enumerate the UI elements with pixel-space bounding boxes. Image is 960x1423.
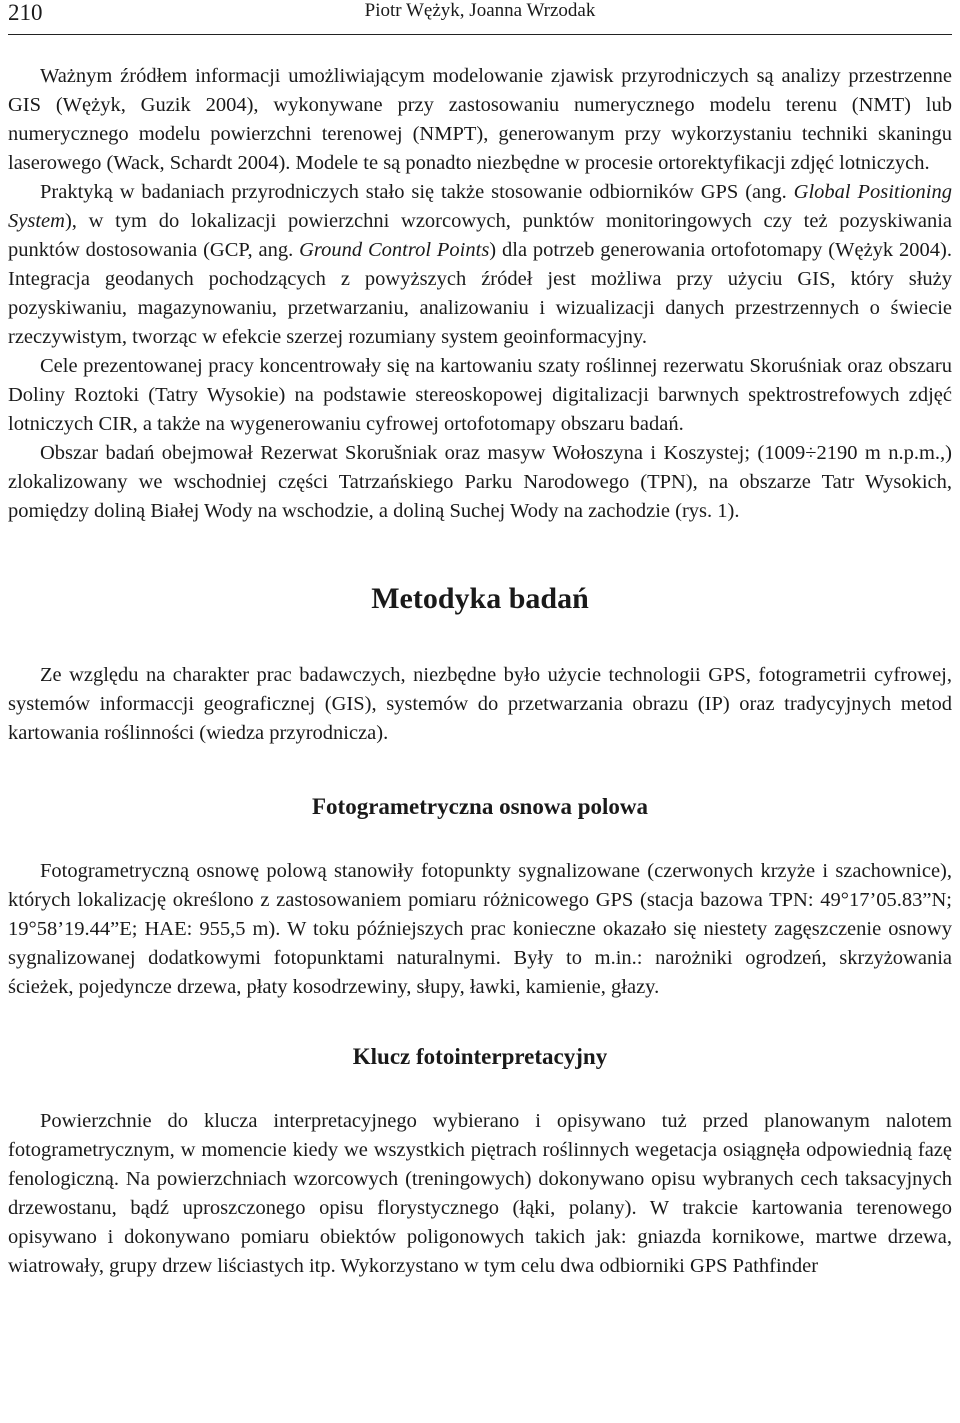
paragraph: Powierzchnie do klucza interpretacyjnego wybierano i opisywano tuż przed planowanym nalotem fotogrametrycznym, w momencie kiedy we wszystkich piętrach roślinnych wegetacja osiągnęła odpowiednią fazę fenologiczną. Na powierzchniach wzorcowych (treningowych) dokonywano opisu wybranych cech taksacyjnych drzewostanu, bądź uproszczonego opisu florystycznego (łąki, polany). W trakcie kartowania terenowego opisywano i dokonywano pomiaru obiektów poligonowych takich jak: gniazda kornikowe, martwe drzewa, wiatrowały, grupy drzew liściastych itp. Wykorzystano w tym celu dwa odbiorniki GPS Pathfinder [8,1110,952,1277]
paragraph: Ze względu na charakter prac badawczych, niezbędne było użycie technologii GPS, fotogrametrii cyfrowej, systemów informaccji geograficznej (GIS), systemów do przetwarzania obrazu (IP) oraz tradycyjnych metod kartowania roślinności (wiedza przyrodnicza). [8,664,952,744]
subsection-heading: Fotogrametryczna osnowa polowa [311,794,648,819]
subsection-heading: Klucz fotointerpretacyjny [352,1044,608,1069]
text-run: ) dla potrzeb generowania ortofotomapy (Wężyk 2004). Integracja geodanych pochodzących z powyższych źródeł jest możliwa przy użyciu GIS, który służy pozyskiwaniu, magazynowaniu, przetwarzaniu, analizowaniu i wizualizacji danych przestrzennych o świecie rzeczywistym, tworząc w efekcie szerzej rozumiany system geoinformacyjny. [8,239,952,348]
section-heading: Metodyka badań [371,582,589,615]
term-italic: Global Positioning System [8,181,952,232]
page-header [8,0,952,30]
paragraph: Obszar badań obejmował Rezerwat Skorušniak oraz masyw Wołoszyna i Koszystej; (1009÷2190 m n.p.m.,) zlokalizowany we wschodniej części Tatrzańskiego Parku Narodowego (TPN), na obszarze Tatr Wysokich, pomiędzy doliną Białej Wody na wschodzie, a doliną Suchej Wody na zachodzie (rys. 1). [8,442,952,522]
page-body [8,62,952,1281]
running-title: Piotr Wężyk, Joanna Wrzodak [364,0,596,21]
header-rule [8,34,952,35]
text-run: Praktyką w badaniach przyrodniczych stało się także stosowanie odbiorników GPS (ang. [40,181,794,203]
paragraph [8,178,952,352]
paragraph: Ważnym źródłem informacji umożliwiającym modelowanie zjawisk przyrodniczych są analizy przestrzenne GIS (Wężyk, Guzik 2004), wykonywane przy zastosowaniu numerycznego modelu terenu (NMT) lub numerycznego modelu powierzchni terenowej (NMPT), generowanym przy wykorzystaniu techniki skaningu laserowego (Wack, Schardt 2004). Modele te są ponadto niezbędne w procesie ortorektyfikacji zdjęć lotniczych. [8,65,952,174]
page-number: 210 [8,0,43,25]
text-run: ), w tym do lokalizacji powierzchni wzorcowych, punktów monitoringowych czy też pozyskiwania punktów dostosowania (GCP, ang. [8,210,952,261]
paragraph: Cele prezentowanej pracy koncentrowały się na kartowaniu szaty roślinnej rezerwatu Skoruśniak oraz obszaru Doliny Roztoki (Tatry Wysokie) na podstawie stereoskopowej digitalizacji barwnych spektrostrefowych zdjęć lotniczych CIR, a także na wygenerowaniu cyfrowej ortofotomapy obszaru badań. [8,355,952,435]
paragraph: Fotogrametryczną osnowę polową stanowiły fotopunkty sygnalizowane (czerwonych krzyże i szachownice), których lokalizację określono z zastosowaniem pomiaru różnicowego GPS (stacja bazowa TPN: 49°17’05.83”N; 19°58’19.44”E; HAE: 955,5 m). W toku późniejszych prac konieczne okazało się niestety zagęszczenie osnowy sygnalizowanej dodatkowymi fotopunktami naturalnymi. Były to m.in.: narożniki ogrodzeń, skrzyżowania ścieżek, pojedyncze drzewa, płaty kosodrzewiny, słupy, ławki, kamienie, głazy. [8,860,952,998]
term-italic: Ground Control Points [299,239,490,261]
